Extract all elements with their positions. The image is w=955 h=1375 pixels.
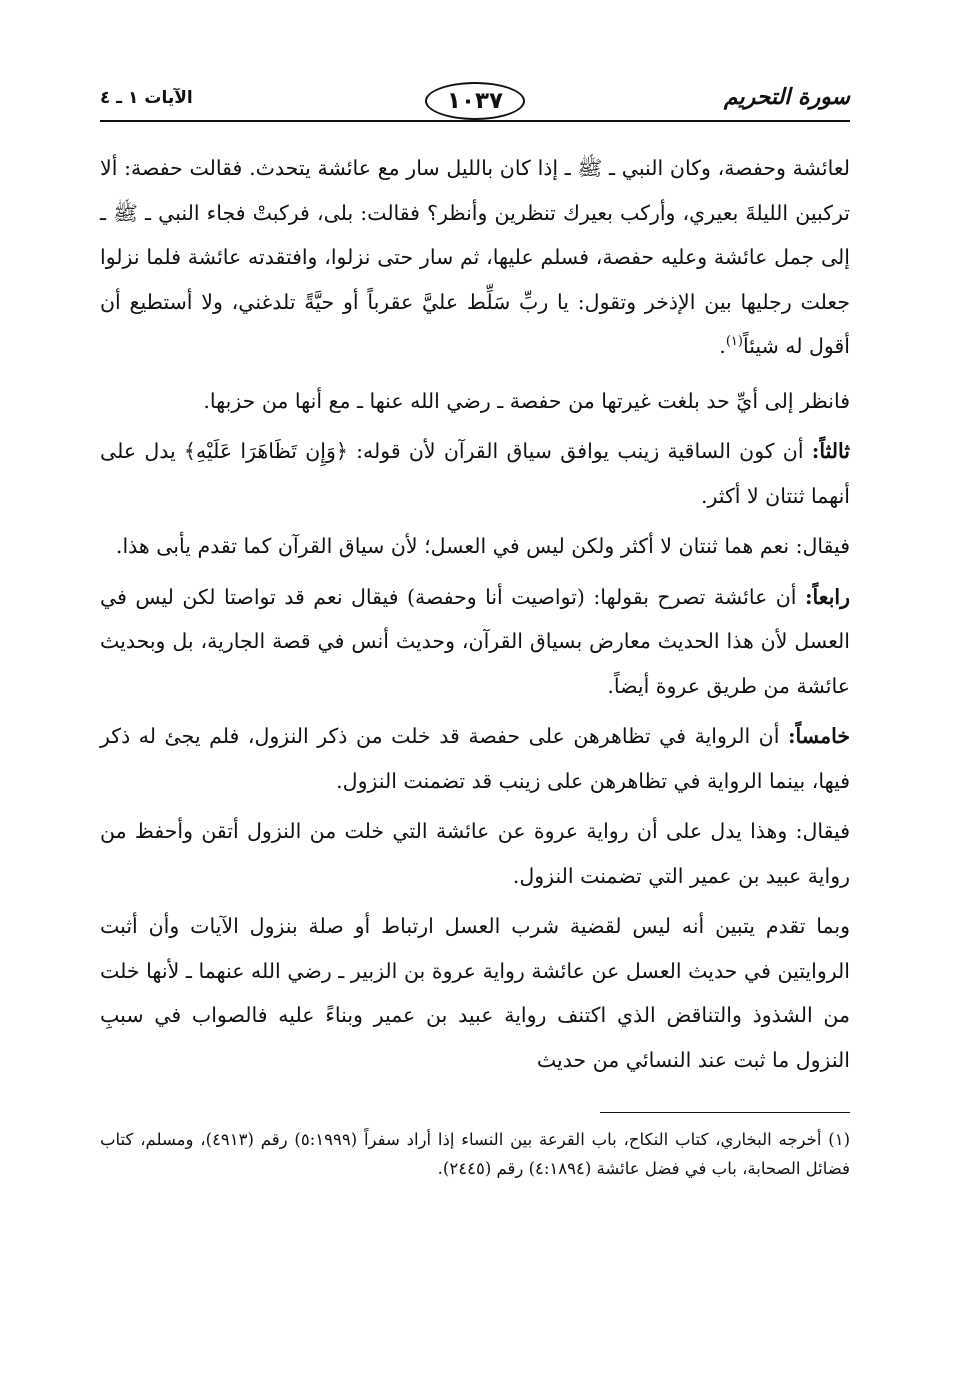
page-body	[100, 146, 850, 1082]
page-number: ١٠٣٧	[425, 82, 525, 120]
paragraph-text: فيقال: وهذا يدل على أن رواية عروة عن عائشة التي خلت من النزول أتقن وأحفظ من رواية عبيد بن عمير التي تضمنت النزول.	[100, 819, 850, 888]
book-page	[100, 80, 850, 1183]
point-label: ثالثاً:	[811, 439, 850, 463]
paragraph	[100, 429, 850, 518]
paragraph	[100, 714, 850, 803]
paragraph	[100, 379, 850, 424]
paragraph	[100, 146, 850, 369]
paragraph-text: لعائشة وحفصة، وكان النبي ـ ﷺ ـ إذا كان بالليل سار مع عائشة يتحدث. فقالت حفصة: ألا تركبين الليلةَ بعيري، وأركب بعيرك تنظرين وأنظر؟ فقالت: بلى، فركبتْ فجاء النبي ـ ﷺ ـ إلى جمل عائشة وعليه حفصة، فسلم عليها، ثم سار حتى نزلوا، وافتقدته عائشة فلما نزلوا جعلت رجليها بين الإذخر وتقول: يا ربِّ سَلِّط عليَّ عقرباً أو حيَّةً تلدغني، ولا أستطيع أن أقول له شيئاً	[100, 156, 850, 358]
paragraph	[100, 524, 850, 569]
page-header	[100, 80, 850, 130]
paragraph-text: وبما تقدم يتبين أنه ليس لقضية شرب العسل ارتباط أو صلة بنزول الآيات وأن أثبت الروايتين في حديث العسل عن عائشة رواية عروة بن الزبير ـ رضي الله عنهما ـ لأنها خلت من الشذوذ والتناقض الذي اكتنف رواية عبيد بن عمير وبناءً عليه فالصواب في سببِ النزول ما ثبت عند النسائي من حديث	[100, 914, 850, 1072]
surah-title: سورة التحريم	[723, 84, 850, 110]
paragraph	[100, 904, 850, 1082]
header-rule	[100, 120, 850, 122]
paragraph-text: أن عائشة تصرح بقولها: (تواصيت أنا وحفصة) فيقال نعم قد تواصتا لكن ليس في العسل لأن هذا الحديث معارض بسياق القرآن، وحديث أنس في قصة الجارية، بل وبحديث عائشة من طريق عروة أيضاً.	[100, 584, 850, 698]
point-label: خامساً:	[787, 724, 850, 748]
verses-range: الآيات ١ ـ ٤	[100, 88, 193, 108]
point-label: رابعاً:	[804, 584, 850, 609]
footnote: (١) أخرجه البخاري، كتاب النكاح، باب القرعة بين النساء إذا أراد سفراً (٥:١٩٩٩) رقم (٤٩١٣)، ومسلم، كتاب فضائل الصحابة، باب في فضل عائشة (٤:١٨٩٤) رقم (٢٤٤٥).	[100, 1130, 850, 1178]
paragraph-text: أن الرواية في تظاهرهن على حفصة قد خلت من ذكر النزول، فلم يجئ له ذكر فيها، بينما الرواية في تظاهرهن على زينب قد تضمنت النزول.	[100, 724, 850, 793]
paragraph	[100, 575, 850, 709]
paragraph	[100, 809, 850, 898]
paragraph-text: فيقال: نعم هما ثنتان لا أكثر ولكن ليس في العسل؛ لأن سياق القرآن كما تقدم يأبى هذا.	[115, 534, 850, 558]
paragraph-text: فانظر إلى أيِّ حد بلغت غيرتها من حفصة ـ رضي الله عنها ـ مع أنها من حزبها.	[203, 388, 850, 413]
footnote-rule	[600, 1112, 850, 1113]
paragraph-text: أن كون الساقية زينب يوافق سياق القرآن لأن قوله: ﴿وَإِن تَظَاهَرَا عَلَيْهِ﴾ يدل على أنهما ثنتان لا أكثر.	[100, 439, 850, 508]
paragraph-tail: .	[719, 334, 726, 358]
footnote-ref: (١)	[725, 334, 743, 350]
